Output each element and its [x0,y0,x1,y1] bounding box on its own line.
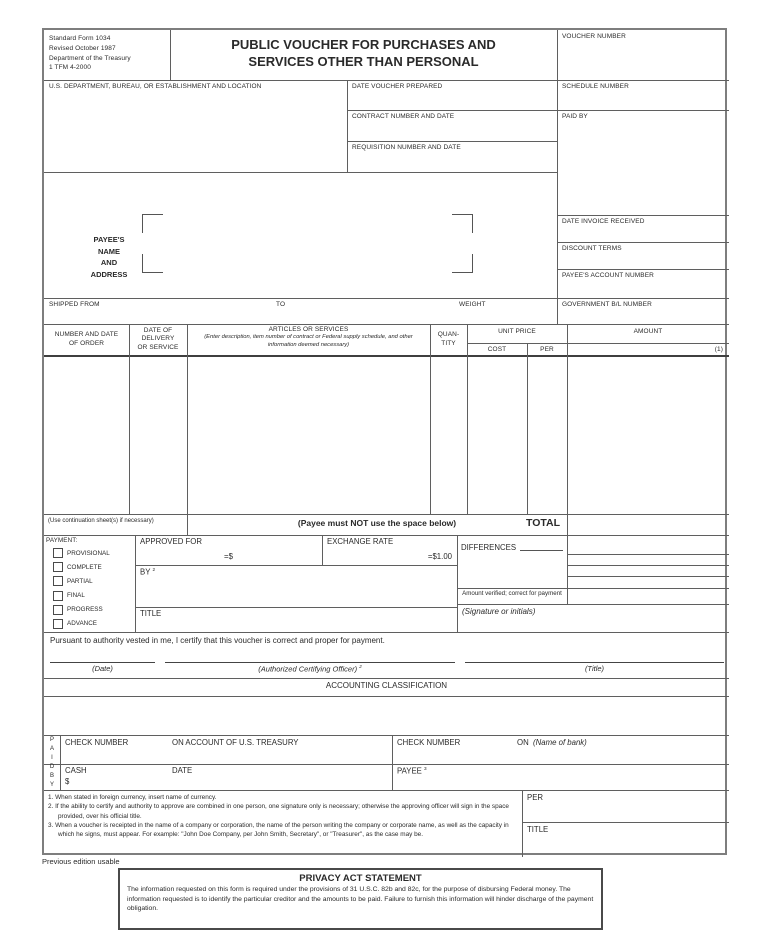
address-bracket-top-right-icon [452,214,473,233]
differences-rule [520,544,563,551]
date-invoice-received-label: DATE INVOICE RECEIVED [562,218,645,225]
payment-option-row [53,561,134,573]
schedule-number-field[interactable] [557,80,729,110]
certifying-officer-line[interactable] [165,662,455,674]
page-title: PUBLIC VOUCHER FOR PURCHASES AND SERVICES OTHER THAN PERSONAL [231,37,496,69]
certification-date-label: (Date) [92,664,113,673]
line-items-area[interactable] [44,357,729,514]
address-bracket-top-left-icon [142,214,163,233]
payee-text: PAYEE [397,766,422,776]
checkbox-partial-label: PARTIAL [67,577,93,585]
cash-label: CASH [65,766,87,775]
column-header-amount: AMOUNT [633,328,663,335]
column-header-delivery-label: DATE OF DELIVERY OR SERVICE [137,327,179,351]
voucher-form [42,28,727,855]
certification-statement: Pursuant to authority vested in me, I certify that this voucher is correct and proper for payment. [50,636,385,645]
privacy-body: The information requested on this form is required under the provisions of 31 U.S.C. 82b and 82c, for the purpose of disbursing Federal money. The information requested is to identify the particular creditor and the amounts to be paid. Failure to furnish this information will hinder discharge of the payment obligation. [127,886,594,913]
privacy-title: PRIVACY ACT STATEMENT [299,873,422,884]
checkbox-progress-label: PROGRESS [67,606,103,614]
checkbox-progress[interactable] [53,605,63,615]
payee-account-number-field[interactable] [557,269,729,298]
on-account-label: ON ACCOUNT OF U.S. TREASURY [172,738,299,747]
checkbox-final[interactable] [53,591,63,601]
column-header-order [44,324,129,355]
payee-signature-field[interactable] [392,764,729,790]
by-text: BY [140,567,151,577]
address-bracket-bottom-right-icon [452,254,473,273]
payee-footnote-ref: 3 [424,766,427,771]
payee-title-field[interactable] [522,822,729,857]
payee-label [64,234,154,281]
signature-initials-field[interactable] [457,604,729,632]
date-voucher-prepared-label: DATE VOUCHER PREPARED [352,83,443,90]
divider [467,343,729,344]
checkbox-partial[interactable] [53,576,63,586]
amount-footnote-label: (1) [714,346,723,353]
cash-date-field[interactable] [60,764,392,790]
officer-text: (Authorized Certifying Officer) [258,664,358,674]
requisition-number-field[interactable] [347,141,557,172]
form-id-block [49,34,167,73]
on-text: ON [517,738,529,747]
payee-label-line: NAME [97,246,121,256]
requisition-number-label: REQUISITION NUMBER AND DATE [352,144,461,151]
footnote-1: 1. When stated in foreign currency, insert name of currency. [48,794,217,801]
continuation-note: (Use continuation sheet(s) if necessary) [48,518,154,524]
form-revision: Revised October 1987 [49,44,116,52]
form-title-box [170,37,557,71]
payee-space-note: (Payee must NOT use the space below) [297,518,457,528]
name-of-bank-note: (Name of bank) [533,738,587,747]
accounting-classification-header: ACCOUNTING CLASSIFICATION [325,681,448,690]
payee-title-label: TITLE [527,825,549,834]
payment-option-row [53,575,134,587]
payment-type-group [46,537,134,630]
payee-receipt-label [397,766,427,776]
department-label: U.S. DEPARTMENT, BUREAU, OR ESTABLISHMENT AND LOCATION [49,83,262,90]
checkbox-final-label: FINAL [67,592,85,600]
discount-terms-field[interactable] [557,242,729,269]
paid-by-vertical-label [44,735,60,790]
accounting-classification-field[interactable] [44,696,729,735]
approved-for-prefix: =$ [224,552,233,561]
column-header-quantity [430,324,467,355]
weight-label: WEIGHT [459,301,486,308]
column-header-articles-note: (Enter description, item number of contract or Federal supply schedule, and other information deemed necessary) [204,334,413,348]
contract-number-label: CONTRACT NUMBER AND DATE [352,113,455,120]
certification-title-label: (Title) [584,664,605,673]
column-header-articles [187,324,430,355]
checkbox-provisional-label: PROVISIONAL [67,549,110,557]
date-paid-label: DATE [172,766,193,775]
payment-option-row [53,618,134,630]
column-header-delivery [129,324,187,355]
department-field[interactable] [44,80,347,172]
paid-by-field[interactable] [557,110,729,215]
payment-option-row [53,590,134,602]
voucher-number-field[interactable] [557,30,729,80]
certification-section [44,632,729,678]
address-bracket-bottom-left-icon [142,254,163,273]
checkbox-complete-label: COMPLETE [67,563,102,571]
certification-title-line[interactable] [465,662,724,673]
discount-terms-label: DISCOUNT TERMS [562,245,622,252]
check-number-bank-label: CHECK NUMBER [397,738,461,747]
total-label: TOTAL [525,517,560,529]
paid-by-label: PAID BY [562,113,588,120]
approver-title-field[interactable] [135,607,457,632]
shipping-row[interactable] [44,298,557,324]
voucher-number-label: VOUCHER NUMBER [562,33,626,40]
column-header-quantity-label: QUAN-TITY [437,331,460,347]
divider [44,678,729,679]
approved-by-label [140,567,155,577]
payee-account-number-label: PAYEE'S ACCOUNT NUMBER [562,272,654,279]
per-label: PER [527,793,544,802]
contract-number-field[interactable] [347,110,557,141]
column-header-order-label: NUMBER AND DATE OF ORDER [54,331,119,347]
exchange-rate-label: EXCHANGE RATE [327,537,394,546]
approved-by-field[interactable] [135,565,457,607]
signature-initials-label: (Signature or initials) [462,607,536,616]
checkbox-advance[interactable] [53,619,63,629]
shipped-from-label: SHIPPED FROM [49,301,100,308]
checkbox-provisional[interactable] [53,548,63,558]
footnote-2: 2. If the ability to certify and authority to approve are combined in one person, one signature only is necessary; otherwise the approving officer will sign in the space provided, over his official title. [48,803,509,820]
paid-by-letter: D [49,764,55,771]
checkbox-complete[interactable] [53,562,63,572]
check-number-treasury-field[interactable] [60,735,392,764]
footnote-3: 3. When a voucher is receipted in the name of a company or corporation, the name of the person writing the company or corporate name, as well as the capacity in which he signs, must appear. For example: "John Doe Company, per John Smith, Secretary", or "Treasurer", as the case may be. [48,821,509,839]
approver-title-label: TITLE [140,609,162,618]
date-voucher-prepared-field[interactable] [347,80,557,110]
paid-by-letter: Y [49,782,54,789]
column-header-per: PER [540,346,554,353]
payment-label: PAYMENT: [46,537,78,544]
date-invoice-received-field[interactable] [557,215,729,242]
payment-option-row [53,604,134,616]
cash-dollar-sign: $ [65,777,70,786]
government-bl-number-label: GOVERNMENT B/L NUMBER [562,301,652,308]
government-bl-number-field[interactable] [557,298,729,324]
previous-edition-note: Previous edition usable [42,857,120,866]
payee-label-line: AND [100,258,118,268]
certification-date-line[interactable] [50,662,155,673]
paid-by-letter: I [51,754,53,761]
by-footnote-ref: 2 [152,567,156,572]
check-number-label: CHECK NUMBER [65,738,129,747]
paid-by-letter: B [49,773,54,780]
amount-verified-label: Amount verified; correct for payment [462,590,562,597]
schedule-number-label: SCHEDULE NUMBER [562,83,629,90]
paid-by-letter: A [49,745,54,752]
on-bank-label [517,738,587,747]
approved-for-field[interactable] [135,535,322,565]
exchange-rate-field[interactable] [322,535,457,565]
paid-by-letter: P [49,736,54,743]
per-field[interactable] [522,790,729,822]
form-tfm: 1 TFM 4-2000 [49,64,91,72]
approved-for-label: APPROVED FOR [140,537,202,546]
check-number-bank-field[interactable] [392,735,729,764]
payee-name-address-field[interactable] [44,172,557,298]
column-header-unit-price: UNIT PRICE [498,328,536,335]
payee-label-line: PAYEE'S [93,235,125,244]
checkbox-advance-label: ADVANCE [67,620,97,628]
column-header-cost: COST [487,346,507,353]
differences-amount-column[interactable] [567,535,729,604]
payment-option-row [53,547,134,559]
payee-label-line: ADDRESS [90,269,128,279]
officer-footnote-ref: 2 [359,664,362,669]
total-amount-field[interactable] [567,514,729,535]
footnotes [48,793,518,839]
exchange-rate-value: =$1.00 [427,552,452,561]
differences-field[interactable] [457,535,567,588]
certifying-officer-label [165,663,455,674]
privacy-act-statement [118,868,603,930]
differences-label: DIFFERENCES [461,543,517,552]
column-header-articles-label: ARTICLES OR SERVICES [268,326,349,333]
form-number: Standard Form 1034 [49,35,111,42]
shipped-to-label: TO [276,301,286,308]
form-agency: Department of the Treasury [49,54,131,62]
